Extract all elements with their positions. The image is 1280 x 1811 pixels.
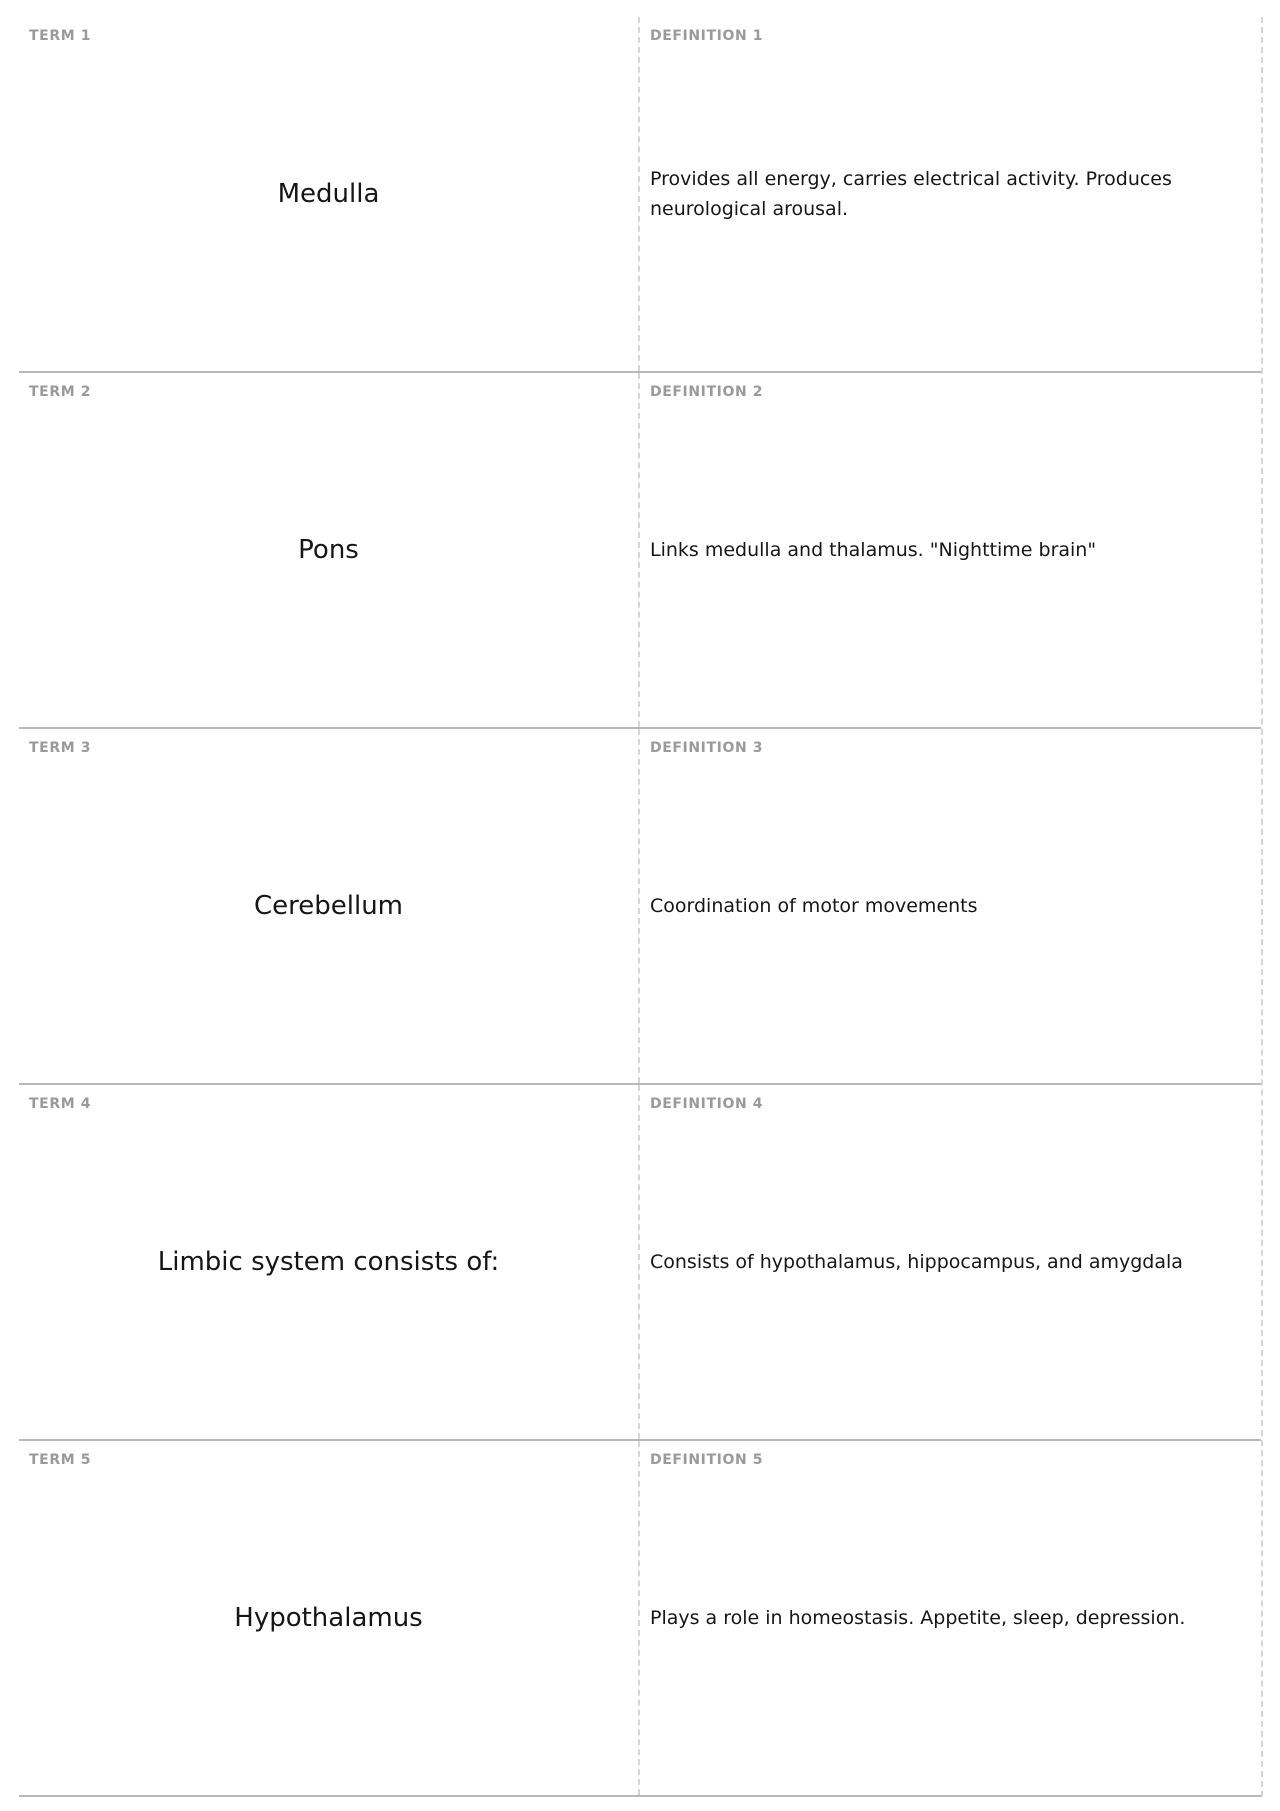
definition-cell: [640, 729, 1261, 1083]
definition-cell: [640, 17, 1261, 371]
flashcard-row: [19, 729, 1261, 1085]
term-cell: [19, 1085, 640, 1439]
definition-label: DEFINITION 1: [650, 28, 764, 44]
term-cell: [19, 17, 640, 371]
term-label: TERM 1: [29, 28, 92, 44]
term-text: Cerebellum: [253, 891, 404, 921]
flashcard-row: [19, 1085, 1261, 1441]
definition-text: Plays a role in homeostasis. Appetite, sleep, depression.: [650, 1607, 1186, 1629]
definition-text: Coordination of motor movements: [650, 895, 978, 917]
term-label: TERM 4: [29, 1096, 92, 1112]
definition-text: Consists of hypothalamus, hippocampus, and amygdala: [650, 1251, 1183, 1273]
definition-label: DEFINITION 4: [650, 1096, 764, 1112]
definition-label: DEFINITION 5: [650, 1452, 764, 1468]
definition-cell: [640, 1441, 1261, 1795]
term-cell: [19, 1441, 640, 1795]
term-text: Hypothalamus: [234, 1603, 423, 1633]
term-label: TERM 3: [29, 740, 92, 756]
term-cell: [19, 373, 640, 727]
definition-cell: [640, 1085, 1261, 1439]
term-cell: [19, 729, 640, 1083]
flashcard-sheet: [19, 17, 1263, 1797]
term-label: TERM 5: [29, 1452, 92, 1468]
definition-text: Provides all energy, carries electrical activity. Produces neurological arousal.: [650, 168, 1172, 220]
term-text: Pons: [298, 535, 359, 565]
term-label: TERM 2: [29, 384, 92, 400]
term-text: Limbic system consists of:: [157, 1247, 500, 1277]
flashcard-row: [19, 17, 1261, 373]
term-text: Medulla: [277, 179, 380, 209]
flashcard-row: [19, 1441, 1261, 1797]
definition-cell: [640, 373, 1261, 727]
definition-label: DEFINITION 2: [650, 384, 764, 400]
flashcard-row: [19, 373, 1261, 729]
definition-label: DEFINITION 3: [650, 740, 764, 756]
definition-text: Links medulla and thalamus. "Nighttime brain": [650, 539, 1097, 561]
